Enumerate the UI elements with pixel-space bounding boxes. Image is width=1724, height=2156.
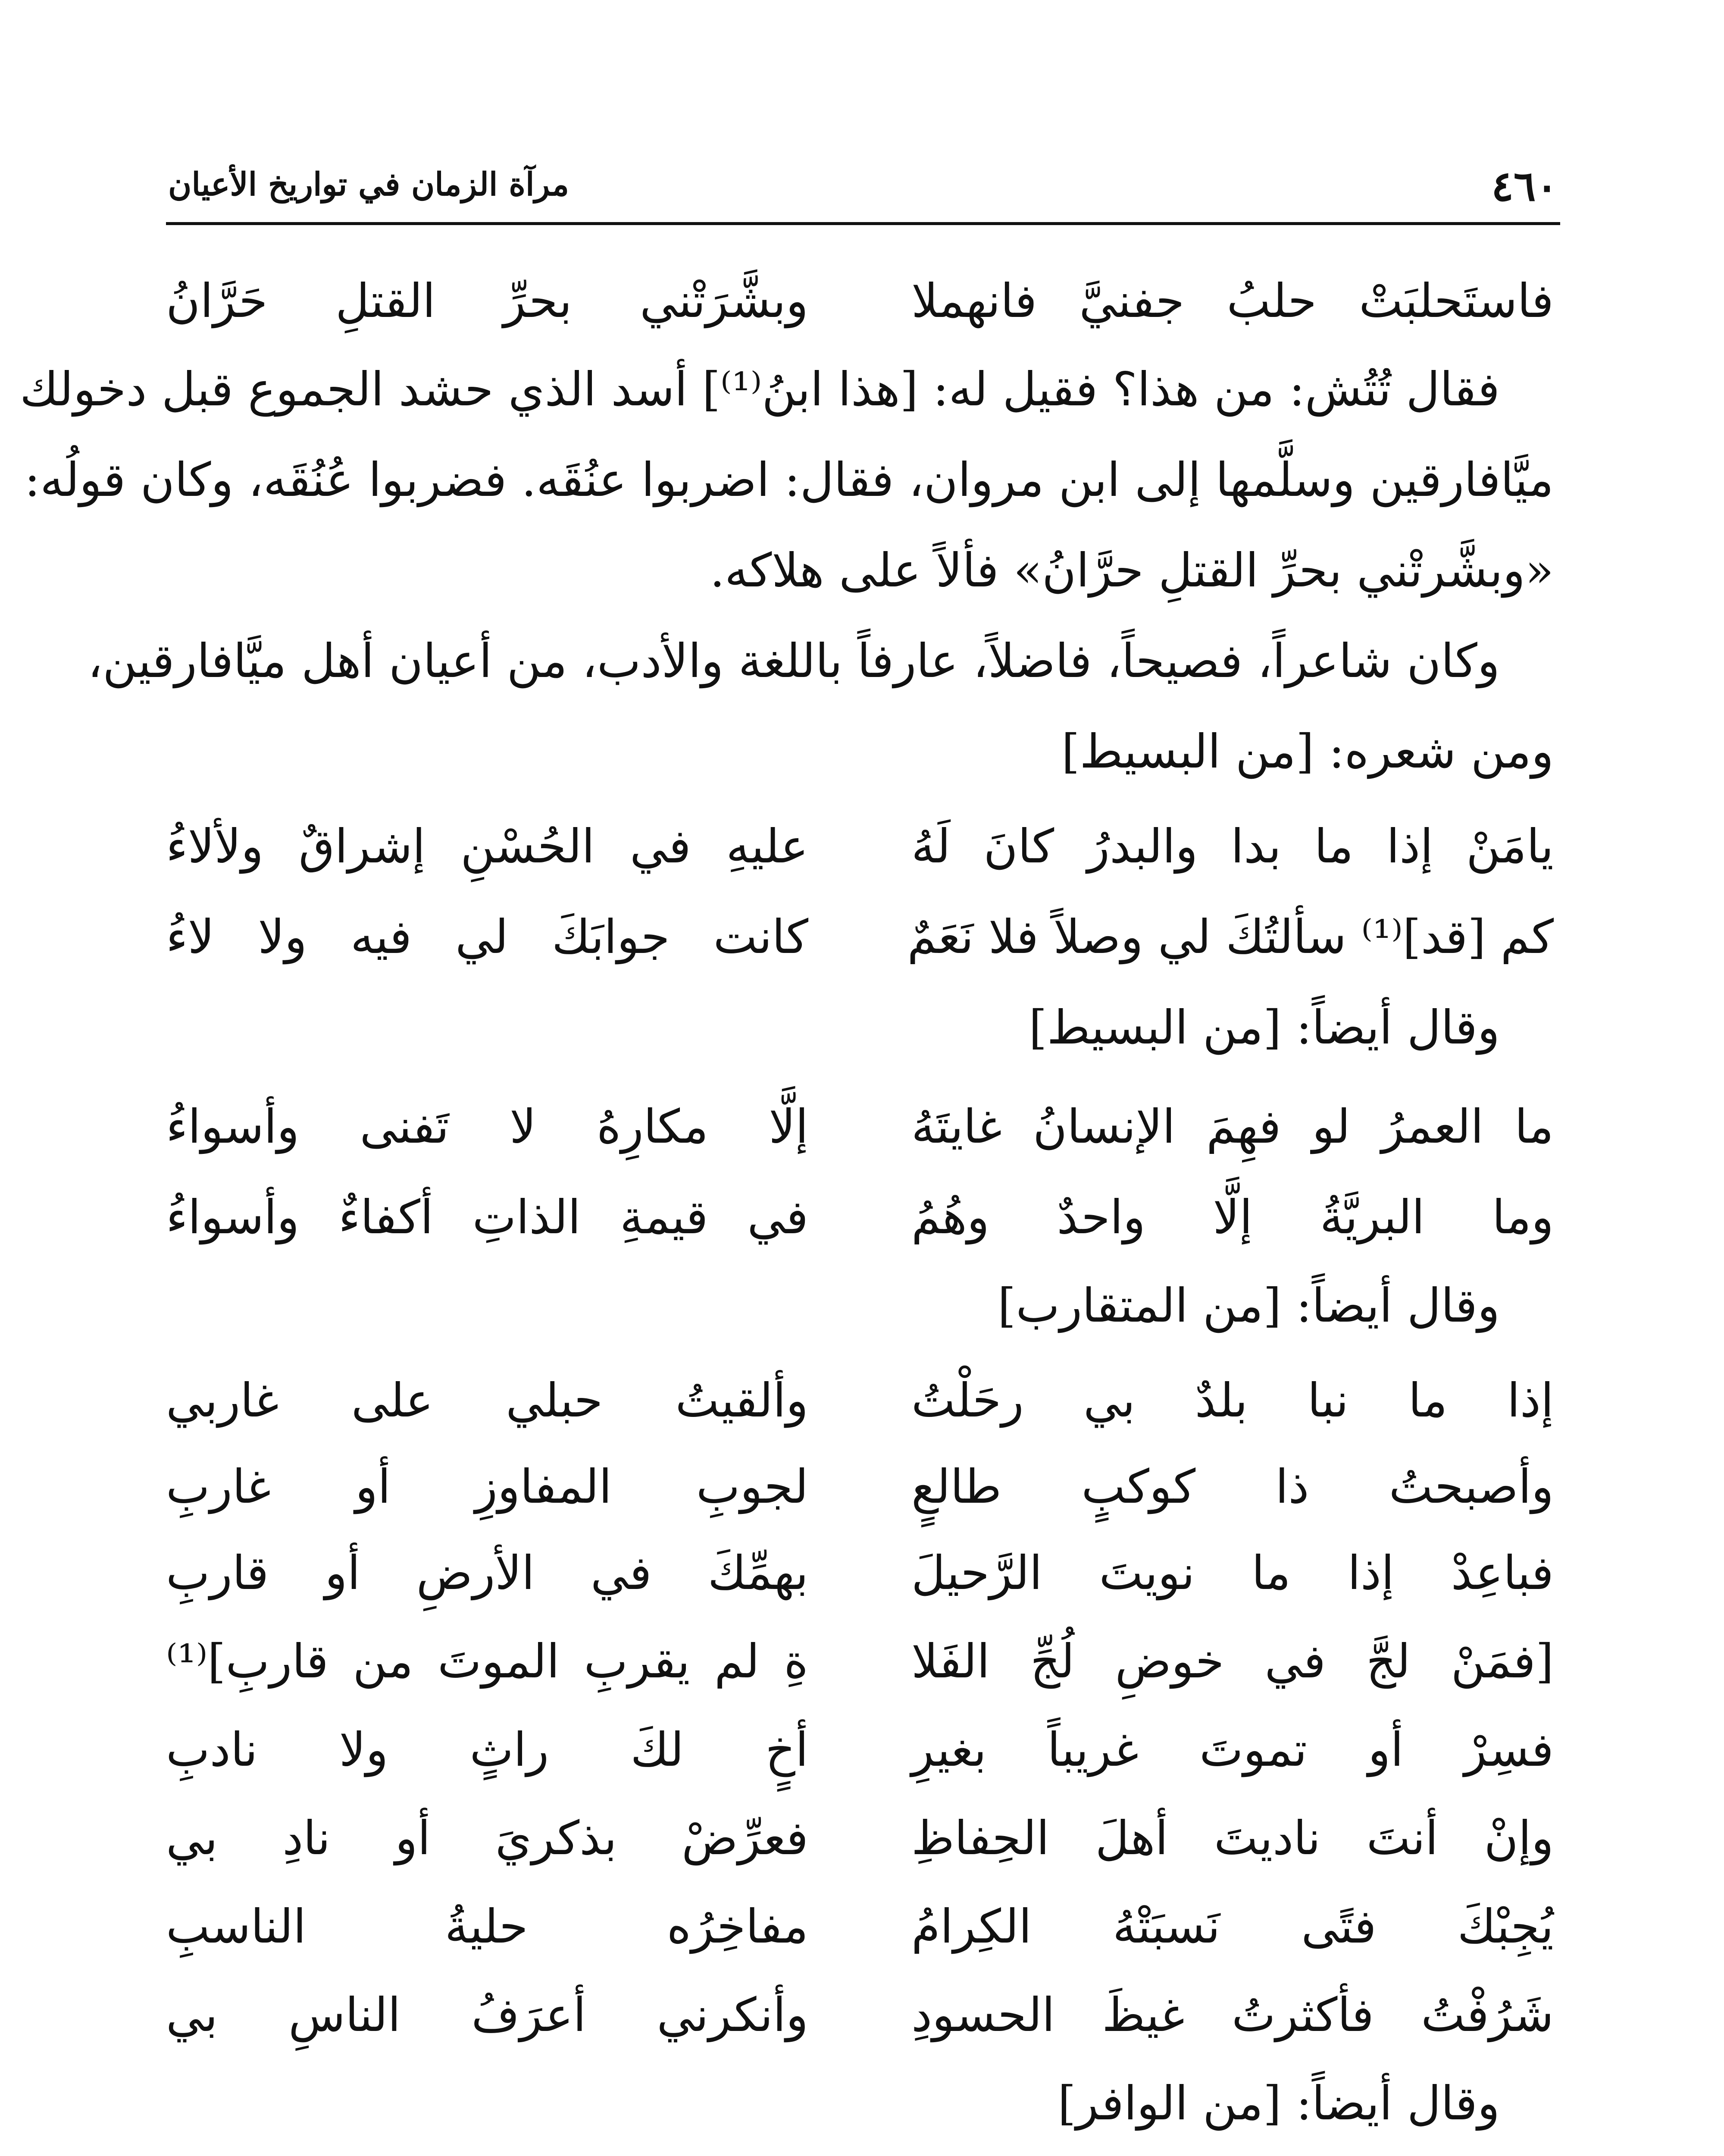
verse-hemistich-left: وألقيتُ حبلي على غاربي [166, 1374, 808, 1428]
verse-hemistich-left: وبشَّرَتْني بحرِّ القتلِ حَرَّانُ [166, 274, 808, 328]
verse-hemistich-left: فعرِّضْ بذكريَ أو نادِ بي [166, 1811, 808, 1865]
verse-hemistich-left: لجوبِ المفاوزِ أو غاربِ [166, 1460, 808, 1514]
header-divider [166, 222, 1560, 225]
poem-intro: وقال أيضاً: [من الوافر] [1058, 2077, 1500, 2131]
prose-line: ومن شعره: [من البسيط] [1061, 725, 1554, 779]
prose-line: وكان شاعراً، فصيحاً، فاضلاً، عارفاً باللغة والأدب، من أعيان أهل ميَّافارقين، [88, 634, 1500, 688]
verse-hemistich-left: عليهِ في الحُسْنِ إشراقٌ ولألاءُ [166, 820, 808, 874]
prose-line: «وبشَّرتْني بحرِّ القتلِ حرَّانُ» فألاً على هلاكه. [710, 544, 1554, 598]
verse-hemistich-right: فسِرْ أو تموتَ غريباً بغيرِ [911, 1723, 1554, 1777]
verse-hemistich-left: وأنكرني أعرَفُ الناسِ بي [166, 1988, 808, 2042]
verse-hemistich-right: كم [قد]⁽¹⁾ سألتُكَ لي وصلاً فلا نَعَمٌ [907, 910, 1554, 964]
verse-hemistich-right: وإنْ أنتَ ناديتَ أهلَ الحِفاظِ [911, 1811, 1554, 1865]
verse-hemistich-left: إلَّا مكارِهُ لا تَفنى وأسواءُ [166, 1100, 808, 1154]
poem-intro: وقال أيضاً: [من البسيط] [1029, 1001, 1500, 1055]
verse-hemistich-left: مفاخِرُه حليةُ الناسبِ [166, 1900, 808, 1954]
verse-hemistich-right: شَرُفْتُ فأكثرتُ غيظَ الحسودِ [911, 1988, 1554, 2042]
poem-intro: وقال أيضاً: [من المتقارب] [998, 1279, 1500, 1333]
verse-hemistich-right: إذا ما نبا بلدٌ بي رحَلْتُ [911, 1374, 1554, 1428]
running-header [168, 162, 1558, 218]
verse-hemistich-right: [فمَنْ لجَّ في خوضِ لُجِّ الفَلا [911, 1635, 1554, 1689]
book-title: مرآة الزمان في تواريخ الأعيان [168, 166, 569, 203]
verse-hemistich-left: ةِ لم يقربِ الموتَ من قاربِ]⁽¹⁾ [166, 1635, 808, 1689]
verse-hemistich-right: وما البريَّةُ إلَّا واحدٌ وهُمُ [911, 1191, 1554, 1244]
verse-hemistich-right: ما العمرُ لو فهِمَ الإنسانُ غايتَهُ [911, 1100, 1554, 1154]
page-number: ٤٦٠ [1491, 162, 1558, 210]
verse-hemistich-left: في قيمةِ الذاتِ أكفاءٌ وأسواءُ [166, 1191, 808, 1244]
verse-hemistich-right: فباعِدْ إذا ما نويتَ الرَّحيلَ [911, 1546, 1554, 1600]
verse-hemistich-right: يامَنْ إذا ما بدا والبدرُ كانَ لَهُ [911, 820, 1554, 874]
verse-hemistich-right: وأصبحتُ ذا كوكبٍ طالعٍ [911, 1460, 1554, 1514]
verse-hemistich-left: أخٍ لكَ راثٍ ولا نادبِ [166, 1723, 808, 1777]
prose-line: فقال تُتُش: من هذا؟ فقيل له: [هذا ابنُ⁽¹⁾] أسد الذي حشد الجموع قبل دخولك [19, 363, 1500, 417]
prose-line: ميَّافارقين وسلَّمها إلى ابن مروان، فقال: اضربوا عنُقَه. فضربوا عُنُقَه، وكان قولُه: [24, 453, 1554, 507]
verse-hemistich-left: بهمِّكَ في الأرضِ أو قاربِ [166, 1546, 808, 1600]
verse-hemistich-left: كانت جوابَكَ لي فيه ولا لاءُ [166, 910, 808, 964]
verse-hemistich-right: يُجِبْكَ فتًى نَسبَتْهُ الكِرامُ [911, 1900, 1554, 1954]
verse-hemistich-right: فاستَحلبَتْ حلبُ جفنيَّ فانهملا [911, 274, 1554, 328]
